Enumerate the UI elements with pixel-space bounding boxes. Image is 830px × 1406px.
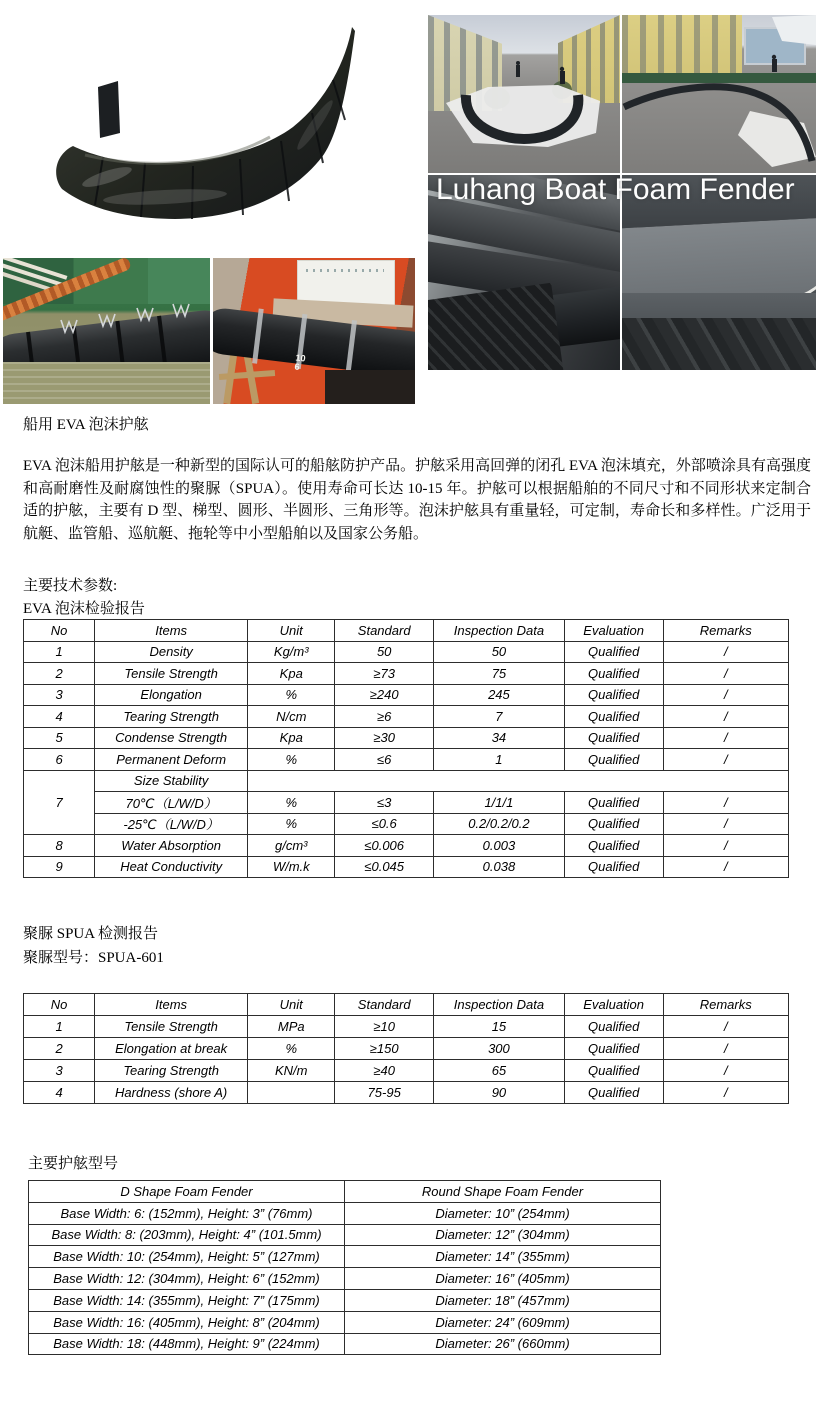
table-cell: Qualified <box>564 684 663 706</box>
table-cell: % <box>248 749 335 771</box>
table-cell: KN/m <box>248 1060 335 1082</box>
table-cell: / <box>663 792 789 814</box>
page-title: 船用 EVA 泡沫护舷 <box>23 417 149 433</box>
table-cell: 1 <box>24 641 95 663</box>
table-cell: Qualified <box>564 663 663 685</box>
table-cell: Base Width: 12: (304mm), Height: 6” (152mm) <box>29 1268 345 1290</box>
table-row <box>24 1060 789 1082</box>
table-row <box>24 684 789 706</box>
table-cell: ≥40 <box>335 1060 434 1082</box>
table-header-row <box>24 620 789 642</box>
header-cell: Items <box>95 994 248 1016</box>
table-cell: / <box>663 641 789 663</box>
table-cell: ≤0.6 <box>335 813 434 835</box>
table-cell: 245 <box>434 684 565 706</box>
table-cell: Qualified <box>564 792 663 814</box>
table-row <box>24 1038 789 1060</box>
table-cell: Diameter: 12” (304mm) <box>345 1224 661 1246</box>
table-row <box>24 792 789 814</box>
under-hull-shadow <box>325 370 415 404</box>
table-cell: 75 <box>434 663 565 685</box>
table-cell: 50 <box>335 641 434 663</box>
table-cell: Base Width: 10: (254mm), Height: 5” (127mm) <box>29 1246 345 1268</box>
table-cell: Qualified <box>564 1016 663 1038</box>
table-cell: 4 <box>24 706 95 728</box>
table-cell: Qualified <box>564 813 663 835</box>
table-cell <box>248 1082 335 1104</box>
table-cell: 300 <box>434 1038 565 1060</box>
table-row <box>24 813 789 835</box>
table-cell: Qualified <box>564 749 663 771</box>
table-row <box>29 1268 661 1290</box>
table-cell: / <box>663 727 789 749</box>
hull-marking <box>294 354 306 373</box>
table-row <box>24 835 789 857</box>
strap <box>345 320 357 375</box>
table-cell: 1 <box>24 1016 95 1038</box>
table-cell: 65 <box>434 1060 565 1082</box>
table-cell: 0.003 <box>434 835 565 857</box>
table-cell: 1 <box>434 749 565 771</box>
table-row <box>29 1289 661 1311</box>
table-cell: 75-95 <box>335 1082 434 1104</box>
table-cell: Base Width: 18: (448mm), Height: 9” (224mm) <box>29 1333 345 1355</box>
table-cell: Base Width: 6: (152mm), Height: 3” (76mm) <box>29 1202 345 1224</box>
hull-marking-line: 10 <box>295 352 307 364</box>
table-cell: Diameter: 24” (609mm) <box>345 1311 661 1333</box>
header-cell: Evaluation <box>564 620 663 642</box>
header-cell: D Shape Foam Fender <box>29 1181 345 1203</box>
table-cell: / <box>663 1060 789 1082</box>
table-row <box>24 641 789 663</box>
table-cell: / <box>663 684 789 706</box>
header-cell: Inspection Data <box>434 620 565 642</box>
table-cell: / <box>663 813 789 835</box>
table-header-row <box>24 994 789 1016</box>
plastic-sheet <box>428 283 564 370</box>
table-cell: ≥150 <box>335 1038 434 1060</box>
table-cell: ≥240 <box>335 684 434 706</box>
table-cell: Condense Strength <box>95 727 248 749</box>
table-cell: Permanent Deform <box>95 749 248 771</box>
table-cell: Kg/m³ <box>248 641 335 663</box>
table-cell: 3 <box>24 1060 95 1082</box>
table-cell: Size Stability <box>95 770 248 792</box>
table-cell: 15 <box>434 1016 565 1038</box>
table-cell: Qualified <box>564 706 663 728</box>
table-cell: 8 <box>24 835 95 857</box>
table-cell: Qualified <box>564 1060 663 1082</box>
table-cell: Diameter: 14” (355mm) <box>345 1246 661 1268</box>
table-cell: / <box>663 1038 789 1060</box>
table-cell: % <box>248 1038 335 1060</box>
table-cell: ≥30 <box>335 727 434 749</box>
table-cell: / <box>663 706 789 728</box>
table-cell: 7 <box>434 706 565 728</box>
table-cell: / <box>663 749 789 771</box>
photo-collage <box>428 15 816 370</box>
hero-overlay-title: Luhang Boat Foam Fender <box>436 173 795 206</box>
table-cell: MPa <box>248 1016 335 1038</box>
table-row <box>24 856 789 878</box>
table-row <box>24 770 789 792</box>
table-row <box>24 727 789 749</box>
factory-yard-photo-2 <box>622 15 816 173</box>
table-row <box>29 1246 661 1268</box>
header-cell: Items <box>95 620 248 642</box>
table-cell: ≤6 <box>335 749 434 771</box>
table-cell: Qualified <box>564 856 663 878</box>
table-cell: Water Absorption <box>95 835 248 857</box>
table-cell: / <box>663 1016 789 1038</box>
table-cell: Qualified <box>564 1082 663 1104</box>
curved-fender-photo <box>15 5 420 250</box>
table-cell: % <box>248 684 335 706</box>
table-cell: Kpa <box>248 663 335 685</box>
yard-fender-line-overlay <box>622 15 816 173</box>
heading-spua-report: 聚脲 SPUA 检测报告 <box>23 926 159 942</box>
table-cell: Diameter: 10” (254mm) <box>345 1202 661 1224</box>
table-cell: Tensile Strength <box>95 663 248 685</box>
header-cell: Unit <box>248 994 335 1016</box>
table-row <box>29 1224 661 1246</box>
table-cell: 0.2/0.2/0.2 <box>434 813 565 835</box>
table-cell: Base Width: 8: (203mm), Height: 4” (101.5mm) <box>29 1224 345 1246</box>
curved-fender-illustration <box>15 5 420 250</box>
header-cell: No <box>24 994 95 1016</box>
table-row <box>24 663 789 685</box>
table-cell: Hardness (shore A) <box>95 1082 248 1104</box>
table-cell: 3 <box>24 684 95 706</box>
table-cell: 9 <box>24 856 95 878</box>
table-cell: 90 <box>434 1082 565 1104</box>
table-cell: Base Width: 14: (355mm), Height: 7” (175mm) <box>29 1289 345 1311</box>
table-cell: ≤0.006 <box>335 835 434 857</box>
eva-foam-inspection-table <box>23 619 789 878</box>
table-cell: N/cm <box>248 706 335 728</box>
table-cell: Tearing Strength <box>95 706 248 728</box>
hull-marking-line: 6 <box>294 361 301 372</box>
table-cell: ≤0.045 <box>335 856 434 878</box>
table-cell: 2 <box>24 1038 95 1060</box>
table-cell: 7 <box>24 770 95 835</box>
header-cell: Standard <box>335 620 434 642</box>
table-cell: 70℃（L/W/D） <box>95 792 248 814</box>
table-cell: 34 <box>434 727 565 749</box>
table-cell: Diameter: 18” (457mm) <box>345 1289 661 1311</box>
table-row <box>24 749 789 771</box>
heading-spua-model: 聚脲型号：SPUA-601 <box>23 950 164 966</box>
table-cell: -25℃（L/W/D） <box>95 813 248 835</box>
table-row <box>29 1202 661 1224</box>
table-cell: Density <box>95 641 248 663</box>
table-cell: 50 <box>434 641 565 663</box>
table-row <box>24 706 789 728</box>
green-boat-fender-photo <box>3 258 210 404</box>
header-cell: No <box>24 620 95 642</box>
table-cell <box>248 770 789 792</box>
fender-models-table <box>28 1180 661 1355</box>
table-row <box>24 1082 789 1104</box>
table-cell: 6 <box>24 749 95 771</box>
header-cell: Round Shape Foam Fender <box>345 1181 661 1203</box>
table-cell: ≥6 <box>335 706 434 728</box>
table-cell: / <box>663 835 789 857</box>
table-row <box>29 1311 661 1333</box>
header-cell: Remarks <box>663 994 789 1016</box>
table-cell: / <box>663 1082 789 1104</box>
orange-boat-fender-photo <box>213 258 415 404</box>
table-row <box>29 1333 661 1355</box>
table-row <box>24 1016 789 1038</box>
table-cell: Kpa <box>248 727 335 749</box>
water <box>3 362 210 404</box>
table-cell: ≥10 <box>335 1016 434 1038</box>
table-cell: Qualified <box>564 835 663 857</box>
table-cell: Diameter: 16” (405mm) <box>345 1268 661 1290</box>
table-header-row <box>29 1181 661 1203</box>
table-cell: W/m.k <box>248 856 335 878</box>
table-cell: Qualified <box>564 1038 663 1060</box>
table-cell: Heat Conductivity <box>95 856 248 878</box>
header-cell: Inspection Data <box>434 994 565 1016</box>
table-cell: Diameter: 26” (660mm) <box>345 1333 661 1355</box>
heading-eva-report: EVA 泡沫检验报告 <box>23 601 145 617</box>
table-cell: Base Width: 16: (405mm), Height: 8” (204mm) <box>29 1311 345 1333</box>
table-cell: g/cm³ <box>248 835 335 857</box>
table-cell: Elongation at break <box>95 1038 248 1060</box>
table-cell: % <box>248 813 335 835</box>
heading-fender-models: 主要护舷型号 <box>28 1156 119 1172</box>
rivet-dots <box>306 269 384 272</box>
header-cell: Unit <box>248 620 335 642</box>
heading-main-parameters: 主要技术参数: <box>23 578 118 594</box>
table-cell: Tensile Strength <box>95 1016 248 1038</box>
factory-yard-photo <box>428 15 620 173</box>
spua-test-table <box>23 993 789 1104</box>
table-cell: / <box>663 663 789 685</box>
table-cell: 2 <box>24 663 95 685</box>
header-cell: Evaluation <box>564 994 663 1016</box>
table-cell: 4 <box>24 1082 95 1104</box>
table-cell: Qualified <box>564 641 663 663</box>
header-cell: Remarks <box>663 620 789 642</box>
table-cell: ≤3 <box>335 792 434 814</box>
plastic-sheet <box>622 318 816 370</box>
table-cell: Tearing Strength <box>95 1060 248 1082</box>
intro-paragraph: EVA 泡沫船用护舷是一种新型的国际认可的船舷防护产品。护舷采用高回弹的闭孔 EVA 泡沫填充，外部喷涂具有高强度和高耐磨性及耐腐蚀性的聚脲（SPUA）。使用寿命可长达 10-15 年。护舷可以根据船舶的不同尺寸和不同形状来定制合适的护舷，主要有 D 型、梯型、圆形、半圆形、三角形等。泡沫护舷具有重量轻，可定制，寿命长和多样性。广泛用于航艇、监管船、巡航艇、拖轮等中小型船舶以及国家公务船。 <box>23 458 811 542</box>
table-cell: Elongation <box>95 684 248 706</box>
table-cell: 1/1/1 <box>434 792 565 814</box>
header-cell: Standard <box>335 994 434 1016</box>
strap <box>252 309 264 364</box>
yard-fender-overlay <box>428 15 620 173</box>
table-cell: 0.038 <box>434 856 565 878</box>
table-cell: % <box>248 792 335 814</box>
table-cell: Qualified <box>564 727 663 749</box>
table-cell: ≥73 <box>335 663 434 685</box>
table-cell: / <box>663 856 789 878</box>
table-cell: 5 <box>24 727 95 749</box>
